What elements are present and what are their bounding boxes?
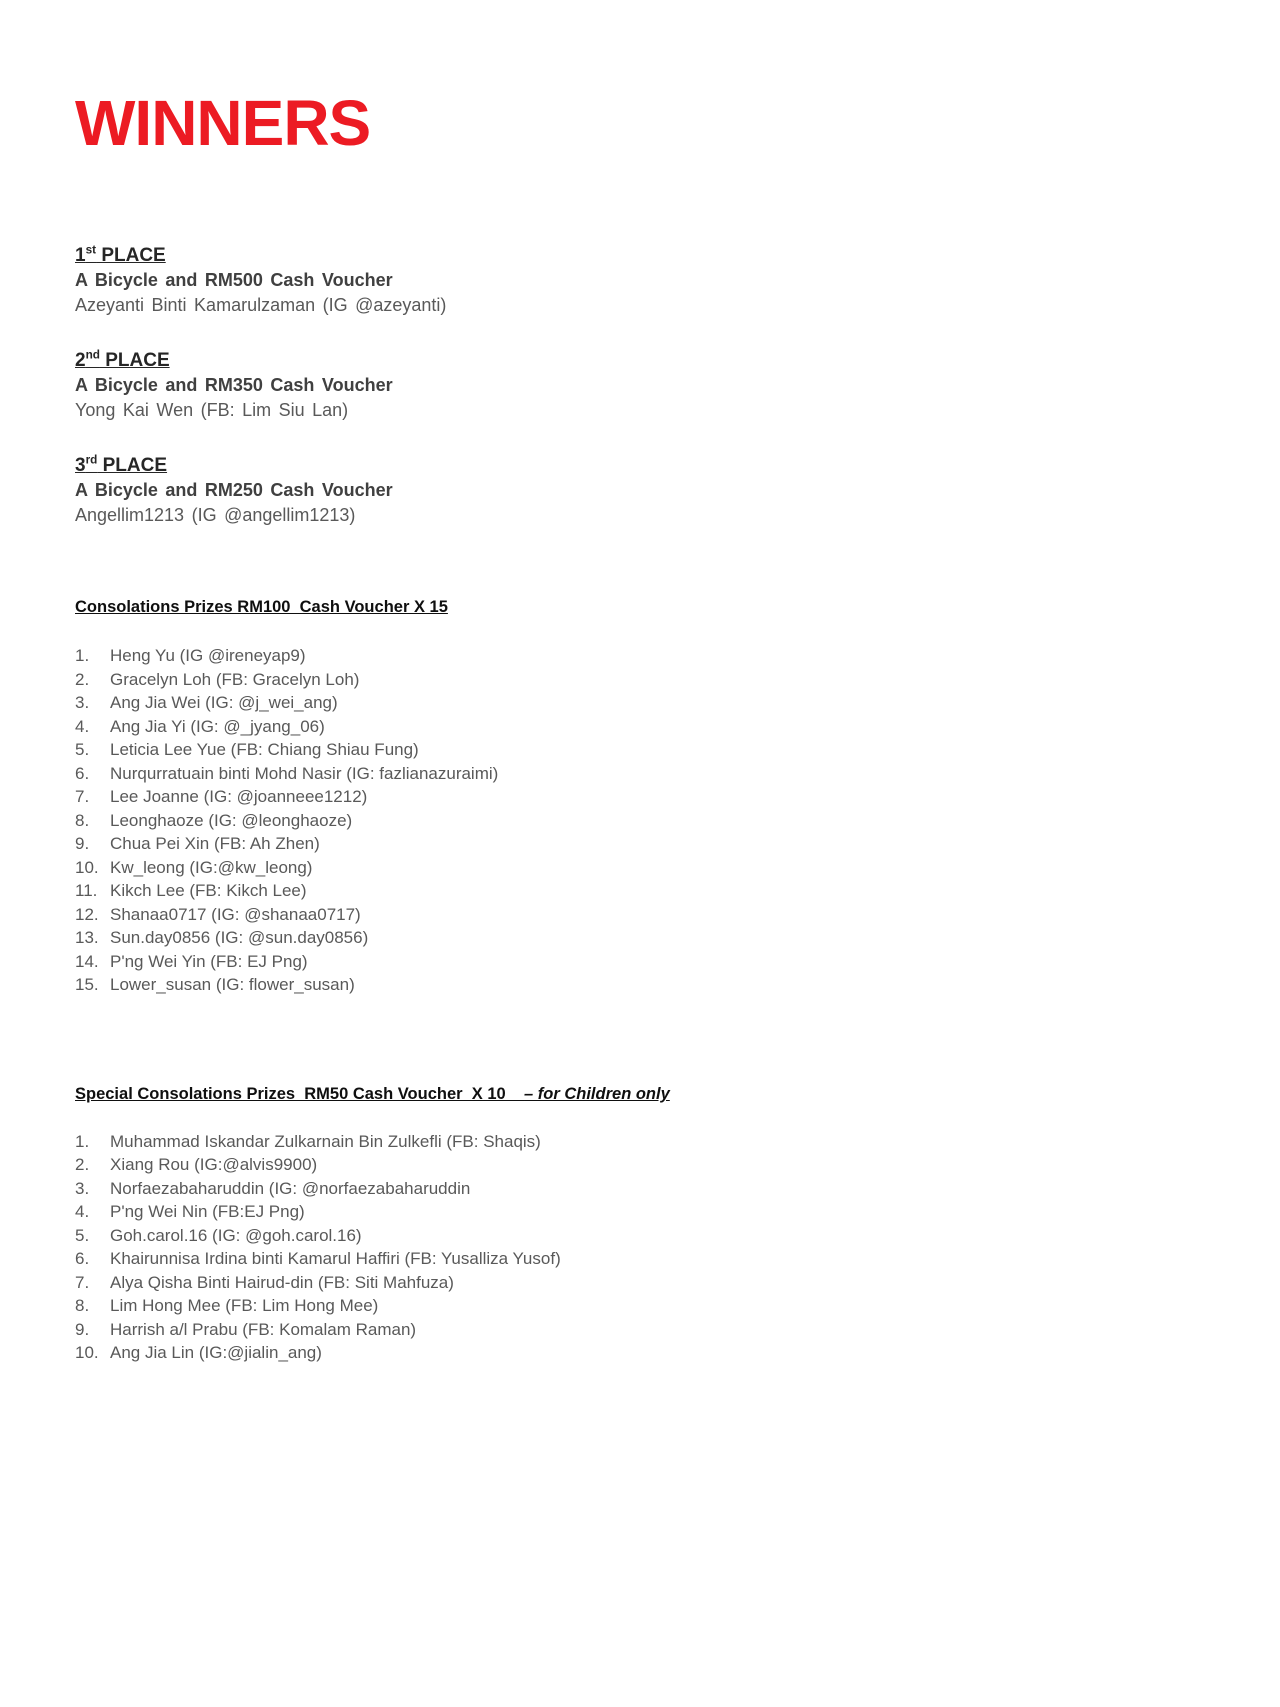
item-text: Lee Joanne (IG: @joanneee1212): [110, 787, 368, 807]
first-place-winner: Azeyanti Binti Kamarulzaman (IG @azeyanti): [75, 295, 447, 316]
item-number: 2.: [75, 1155, 90, 1175]
item-text: Ang Jia Lin (IG:@jialin_ang): [110, 1343, 322, 1363]
item-text: Leticia Lee Yue (FB: Chiang Shiau Fung): [110, 740, 419, 760]
item-number: 6.: [75, 1249, 90, 1269]
list-item: [75, 1130, 1280, 1154]
item-number: 12.: [75, 904, 99, 924]
item-text: Lower_susan (IG: flower_susan): [110, 975, 355, 995]
item-text: Lim Hong Mee (FB: Lim Hong Mee): [110, 1296, 379, 1316]
item-number: 4.: [75, 1202, 90, 1222]
list-item: [75, 738, 1280, 762]
consolation-section: [75, 596, 1280, 997]
list-item: [75, 1247, 1280, 1271]
consolation-heading: Consolations Prizes RM100 Cash Voucher X 15: [75, 598, 448, 617]
third-place-winner: Angellim1213 (IG @angellim1213): [75, 505, 356, 526]
item-text: Ang Jia Yi (IG: @_jyang_06): [110, 716, 325, 736]
item-text: Ang Jia Wei (IG: @j_wei_ang): [110, 693, 338, 713]
item-number: 1.: [75, 1131, 90, 1151]
second-place-prize: A Bicycle and RM350 Cash Voucher: [75, 375, 393, 396]
item-text: Nurqurratuain binti Mohd Nasir (IG: fazlianazuraimi): [110, 763, 499, 783]
item-number: 5.: [75, 1225, 90, 1245]
place-label: PLACE: [99, 350, 170, 372]
item-text: Harrish a/l Prabu (FB: Komalam Raman): [110, 1319, 417, 1339]
place-label: PLACE: [96, 245, 166, 267]
place-rank: 3: [75, 455, 86, 477]
item-number: 4.: [75, 716, 90, 736]
list-item: [75, 691, 1280, 715]
list-item: [75, 950, 1280, 974]
item-number: 3.: [75, 693, 90, 713]
item-number: 7.: [75, 787, 90, 807]
third-place-heading: [75, 453, 1280, 478]
item-number: 6.: [75, 763, 90, 783]
item-text: P'ng Wei Yin (FB: EJ Png): [110, 951, 308, 971]
list-item: [75, 903, 1280, 927]
item-number: 8.: [75, 1296, 90, 1316]
item-number: 15.: [75, 975, 99, 995]
list-item: [75, 1271, 1280, 1295]
list-item: [75, 1177, 1280, 1201]
list-item: [75, 1318, 1280, 1342]
special-consolation-list: [75, 1130, 1280, 1365]
list-item: [75, 879, 1280, 903]
third-place-section: [75, 453, 1280, 528]
item-text: Goh.carol.16 (IG: @goh.carol.16): [110, 1225, 362, 1245]
item-text: Muhammad Iskandar Zulkarnain Bin Zulkefli (FB: Shaqis): [110, 1131, 541, 1151]
list-item: [75, 644, 1280, 668]
page-title: WINNERS: [75, 87, 371, 159]
list-item: [75, 1224, 1280, 1248]
item-text: Heng Yu (IG @ireneyap9): [110, 646, 306, 666]
first-place-section: [75, 243, 1280, 318]
special-heading-note: – for Children only: [524, 1084, 670, 1103]
place-ordinal: st: [85, 244, 97, 258]
list-item: [75, 715, 1280, 739]
place-ordinal: rd: [85, 454, 98, 468]
list-item: [75, 668, 1280, 692]
item-text: Alya Qisha Binti Hairud-din (FB: Siti Mahfuza): [110, 1272, 454, 1292]
second-place-section: [75, 348, 1280, 423]
item-text: Khairunnisa Irdina binti Kamarul Haffiri (FB: Yusalliza Yusof): [110, 1249, 561, 1269]
item-text: Norfaezabaharuddin (IG: @norfaezabaharuddin: [110, 1178, 471, 1198]
list-item: [75, 785, 1280, 809]
item-text: Gracelyn Loh (FB: Gracelyn Loh): [110, 669, 360, 689]
list-item: [75, 1341, 1280, 1365]
list-item: [75, 1294, 1280, 1318]
item-text: P'ng Wei Nin (FB:EJ Png): [110, 1202, 305, 1222]
second-place-heading: [75, 348, 1280, 373]
list-item: [75, 809, 1280, 833]
third-place-prize: A Bicycle and RM250 Cash Voucher: [75, 480, 393, 501]
item-number: 5.: [75, 740, 90, 760]
item-number: 10.: [75, 1343, 99, 1363]
list-item: [75, 973, 1280, 997]
item-text: Shanaa0717 (IG: @shanaa0717): [110, 904, 361, 924]
item-number: 10.: [75, 857, 99, 877]
list-item: [75, 1153, 1280, 1177]
item-number: 11.: [75, 881, 98, 901]
first-place-heading: [75, 243, 1280, 268]
item-text: Kw_leong (IG:@kw_leong): [110, 857, 313, 877]
item-number: 2.: [75, 669, 90, 689]
item-number: 8.: [75, 810, 90, 830]
place-ordinal: nd: [85, 349, 100, 363]
place-rank: 2: [75, 350, 86, 372]
item-number: 9.: [75, 1319, 90, 1339]
item-text: Xiang Rou (IG:@alvis9900): [110, 1155, 318, 1175]
consolation-list: [75, 644, 1280, 997]
item-number: 3.: [75, 1178, 90, 1198]
item-number: 1.: [75, 646, 90, 666]
special-heading-main: Special Consolations Prizes RM50 Cash Voucher X 10: [75, 1084, 525, 1103]
place-label: PLACE: [97, 455, 168, 477]
item-number: 7.: [75, 1272, 90, 1292]
item-text: Kikch Lee (FB: Kikch Lee): [110, 881, 307, 901]
item-text: Sun.day0856 (IG: @sun.day0856): [110, 928, 369, 948]
list-item: [75, 856, 1280, 880]
list-item: [75, 926, 1280, 950]
second-place-winner: Yong Kai Wen (FB: Lim Siu Lan): [75, 400, 349, 421]
item-text: Leonghaoze (IG: @leonghaoze): [110, 810, 353, 830]
list-item: [75, 762, 1280, 786]
special-consolation-section: [75, 1083, 1280, 1365]
item-number: 13.: [75, 928, 99, 948]
list-item: [75, 832, 1280, 856]
item-number: 14.: [75, 951, 99, 971]
item-text: Chua Pei Xin (FB: Ah Zhen): [110, 834, 320, 854]
item-number: 9.: [75, 834, 90, 854]
list-item: [75, 1200, 1280, 1224]
first-place-prize: A Bicycle and RM500 Cash Voucher: [75, 270, 393, 291]
place-rank: 1: [75, 245, 86, 267]
special-consolation-heading: [75, 1083, 1280, 1105]
